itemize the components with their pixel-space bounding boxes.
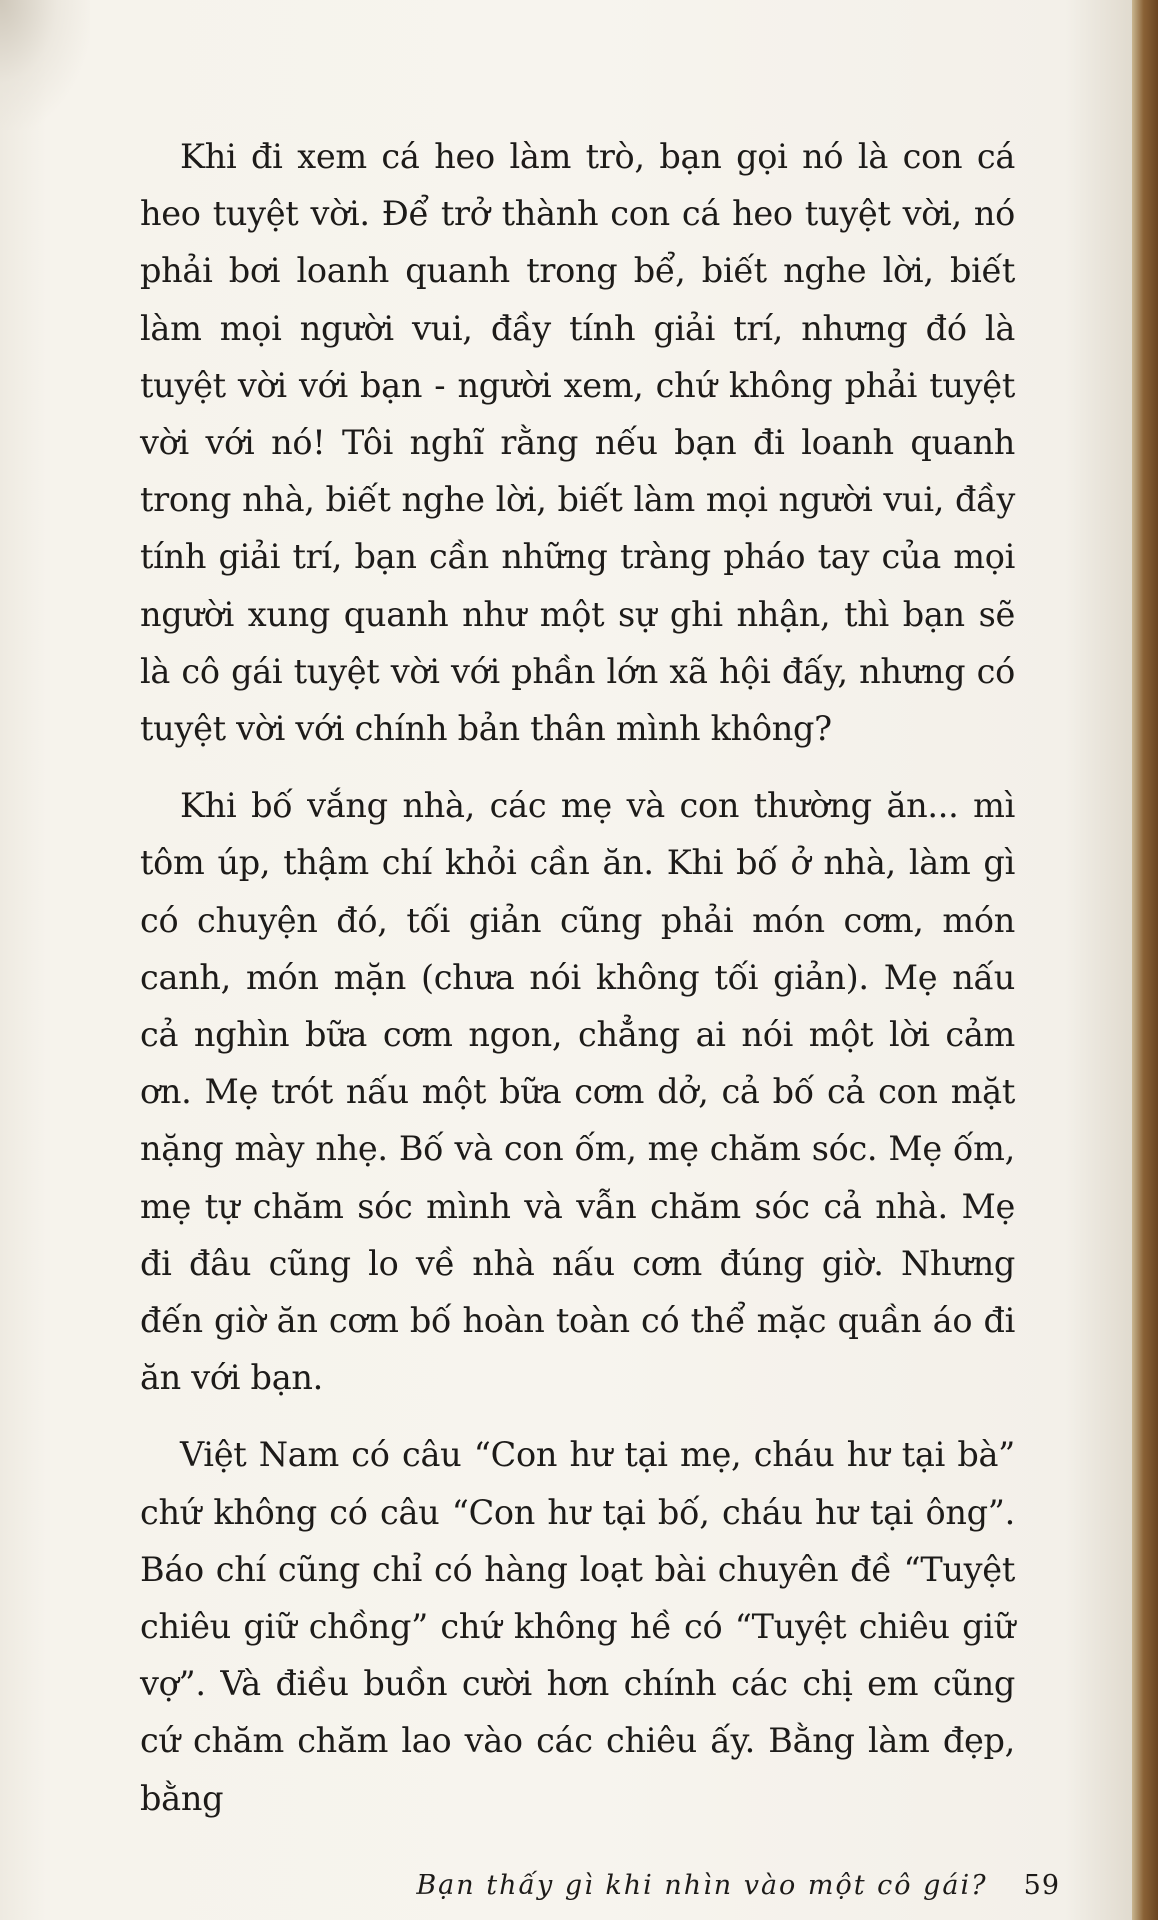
paragraph-father-away: Khi bố vắng nhà, các mẹ và con thường ăn... mì tôm úp, thậm chí khỏi cần ăn. Khi bố ở nhà, làm gì có chuyện đó, tối giản cũng phải món cơm, món canh, món mặn (chưa nói không tối giản). Mẹ nấu cả nghìn bữa cơm ngon, chẳng ai nói một lời cảm ơn. Mẹ trót nấu một bữa cơm dở, cả bố cả con mặt nặng mày nhẹ. Bố và con ốm, mẹ chăm sóc. Mẹ ốm, mẹ tự chăm sóc mình và vẫn chăm sóc cả nhà. Mẹ đi đâu cũng lo về nhà nấu cơm đúng giờ. Nhưng đến giờ ăn cơm bố hoàn toàn có thể mặc quần áo đi ăn với bạn.: [140, 786, 1015, 1398]
page-number: 59: [1023, 1870, 1060, 1901]
page-corner-shadow: [0, 0, 90, 130]
paragraph-dolphin: Khi đi xem cá heo làm trò, bạn gọi nó là con cá heo tuyệt vời. Để trở thành con cá heo tuyệt vời, nó phải bơi loanh quanh trong bể, biết nghe lời, biết làm mọi người vui, đầy tính giải trí, nhưng đó là tuyệt vời với bạn - người xem, chứ không phải tuyệt vời với nó! Tôi nghĩ rằng nếu bạn đi loanh quanh trong nhà, biết nghe lời, biết làm mọi người vui, đầy tính giải trí, bạn cần những tràng pháo tay của mọi người xung quanh như một sự ghi nhận, thì bạn sẽ là cô gái tuyệt vời với phần lớn xã hội đấy, nhưng có tuyệt vời với chính bản thân mình không?: [140, 137, 1015, 749]
paragraph-proverb: Việt Nam có câu “Con hư tại mẹ, cháu hư tại bà” chứ không có câu “Con hư tại bố, cháu hư tại ông”. Báo chí cũng chỉ có hàng loạt bài chuyên đề “Tuyệt chiêu giữ chồng” chứ không hề có “Tuyệt chiêu giữ vợ”. Và điều buồn cười hơn chính các chị em cũng cứ chăm chăm lao vào các chiêu ấy. Bằng làm đẹp, bằng: [140, 1435, 1015, 1818]
book-cover-edge: [1132, 0, 1158, 1920]
body-text: [140, 128, 1015, 1847]
running-title: Bạn thấy gì khi nhìn vào một cô gái?: [416, 1870, 988, 1901]
page-footer: [0, 1870, 1060, 1901]
